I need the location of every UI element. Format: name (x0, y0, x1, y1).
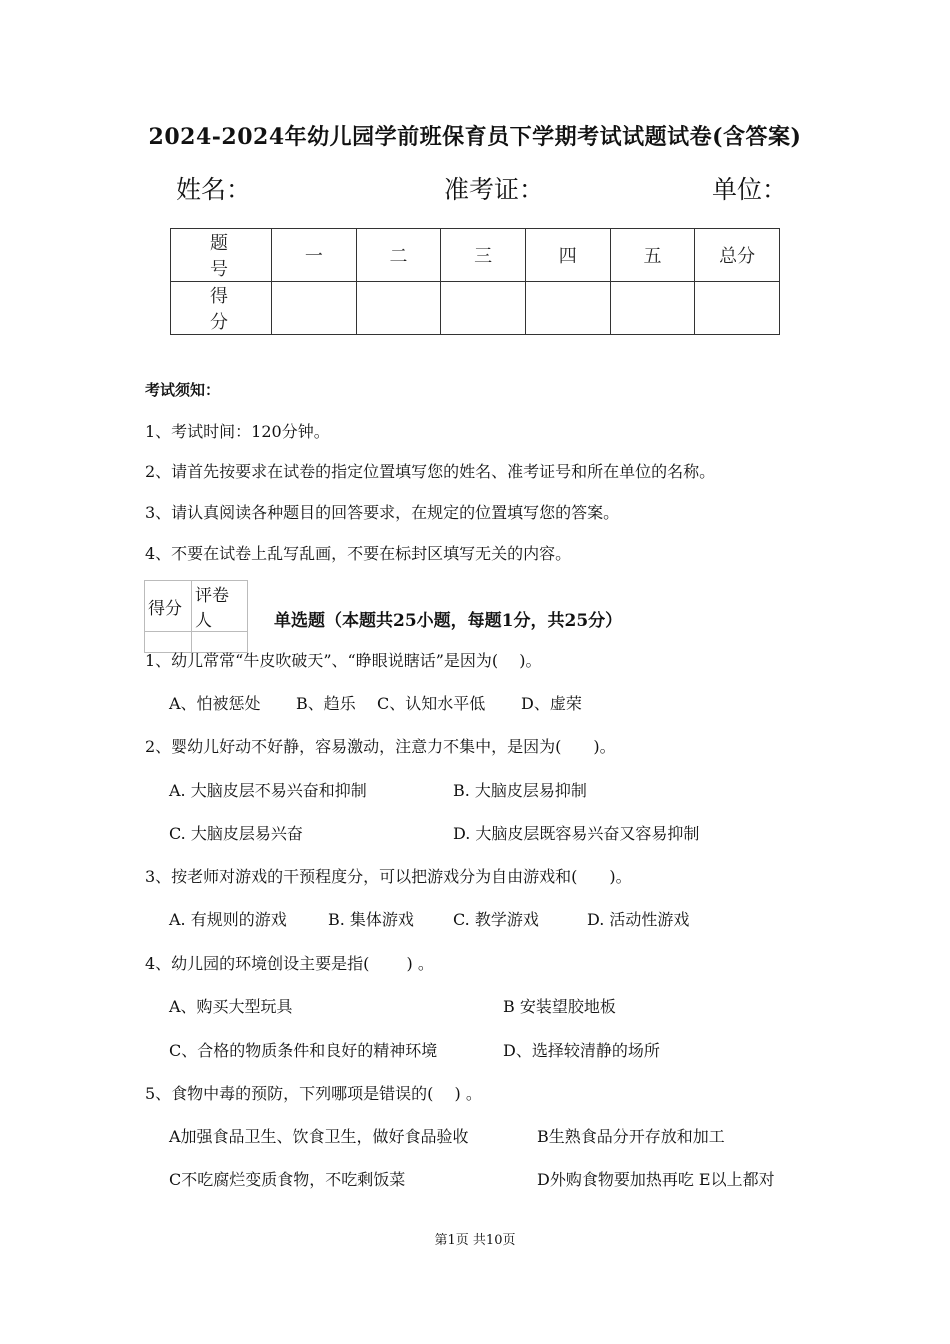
score-table-score-row (171, 282, 780, 335)
score-table (170, 228, 780, 335)
question-option: B生熟食品分开存放和加工 (537, 1127, 725, 1146)
grader-score-label: 得分 (145, 581, 192, 632)
notice-item: 2、请首先按要求在试卷的指定位置填写您的姓名、准考证号和所在单位的名称。 (145, 462, 716, 481)
notice-heading: 考试须知： (145, 381, 221, 399)
score-cell-total[interactable] (695, 282, 780, 335)
question-option: A. 有规则的游戏 (169, 910, 287, 929)
question-option: A、怕被惩处 (169, 694, 261, 713)
unit-field-label: 单位： (712, 175, 788, 204)
page-footer: 第1页 共10页 (434, 1233, 516, 1248)
name-field-label: 姓名： (176, 175, 252, 204)
question-option: B、趋乐 (296, 694, 356, 713)
question-option: B. 集体游戏 (328, 910, 414, 929)
score-table-header-row (171, 229, 780, 282)
notice-item: 3、请认真阅读各种题目的回答要求，在规定的位置填写您的答案。 (145, 503, 620, 522)
notice-item: 4、不要在试卷上乱写乱画，不要在标封区填写无关的内容。 (145, 544, 572, 563)
page-title: 2024-2024年幼儿园学前班保育员下学期考试试题试卷(含答案) (148, 124, 802, 150)
question-number-label: 题 号 (171, 229, 272, 282)
question-stem: 1、幼儿常常“牛皮吹破天”、“睁眼说瞎话”是因为( )。 (145, 651, 542, 670)
exam-number-field-label: 准考证： (444, 175, 545, 204)
section-2-header: 二 (356, 229, 441, 282)
section-3-header: 三 (441, 229, 526, 282)
grader-box (144, 580, 248, 653)
question-option: D外购食物要加热再吃 E以上都对 (537, 1170, 775, 1189)
question-option: A、购买大型玩具 (169, 997, 293, 1016)
question-option: A加强食品卫生、饮食卫生，做好食品验收 (169, 1127, 469, 1146)
question-option: C不吃腐烂变质食物，不吃剩饭菜 (169, 1170, 406, 1189)
grader-reviewer-label: 评卷人 (192, 581, 248, 632)
question-stem: 4、幼儿园的环境创设主要是指( ) 。 (145, 954, 434, 973)
question-stem: 3、按老师对游戏的干预程度分，可以把游戏分为自由游戏和( )。 (145, 867, 632, 886)
score-label: 得 分 (171, 282, 272, 335)
section-5-header: 五 (610, 229, 695, 282)
question-option: D、选择较清静的场所 (503, 1041, 660, 1060)
question-option: C、认知水平低 (377, 694, 486, 713)
score-cell-4[interactable] (525, 282, 610, 335)
question-option: A. 大脑皮层不易兴奋和抑制 (169, 781, 367, 800)
question-option: D、虚荣 (521, 694, 582, 713)
question-option: C. 教学游戏 (453, 910, 539, 929)
section-heading: 单选题（本题共25小题，每题1分，共25分） (274, 611, 623, 631)
question-option: C、合格的物质条件和良好的精神环境 (169, 1041, 438, 1060)
section-1-header: 一 (272, 229, 357, 282)
question-option: D. 大脑皮层既容易兴奋又容易抑制 (453, 824, 700, 843)
question-option: B. 大脑皮层易抑制 (453, 781, 587, 800)
question-option: D. 活动性游戏 (587, 910, 690, 929)
notice-item: 1、考试时间：120分钟。 (145, 422, 330, 441)
score-cell-2[interactable] (356, 282, 441, 335)
score-cell-5[interactable] (610, 282, 695, 335)
score-cell-3[interactable] (441, 282, 526, 335)
score-cell-1[interactable] (272, 282, 357, 335)
question-stem: 2、婴幼儿好动不好静，容易激动，注意力不集中，是因为( )。 (145, 737, 616, 756)
question-option: C. 大脑皮层易兴奋 (169, 824, 303, 843)
question-stem: 5、食物中毒的预防，下列哪项是错误的( ) 。 (145, 1084, 482, 1103)
section-4-header: 四 (525, 229, 610, 282)
question-option: B 安装望胶地板 (503, 997, 616, 1016)
total-header: 总分 (695, 229, 780, 282)
